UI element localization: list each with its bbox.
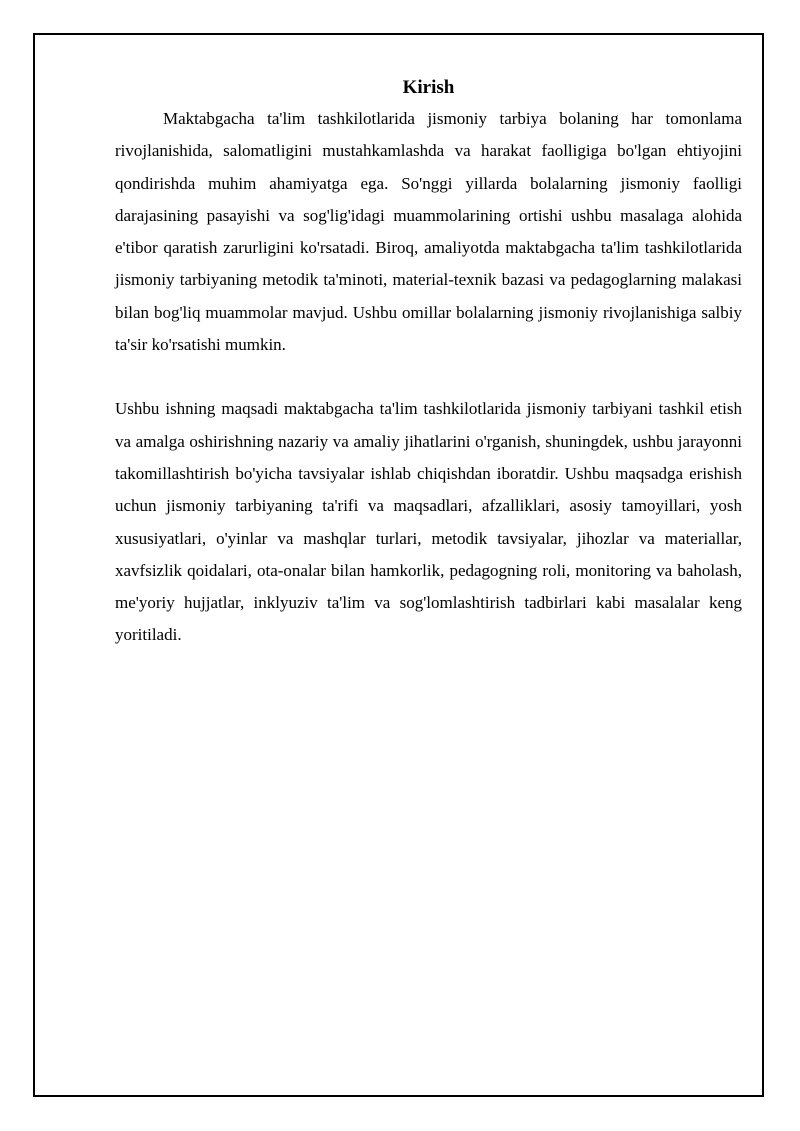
- purpose-paragraph: Ushbu ishning maqsadi maktabgacha ta'lim tashkilotlarida jismoniy tarbiyani tashkil etish va amalga oshirishning nazariy va amaliy jihatlarini o'rganish, shuningdek, ushbu jarayonni takomillashtirish bo'yicha tavsiyalar ishlab chiqishdan iboratdir. Ushbu maqsadga erishish uchun jismoniy tarbiyaning ta'rifi va maqsadlari, afzalliklari, asosiy tamoyillari, yosh xususiyatlari, o'yinlar va mashqlar turlari, metodik tavsiyalar, jihozlar va materiallar, xavfsizlik qoidalari, ota-onalar bilan hamkorlik, pedagogning roli, monitoring va baholash, me'yoriy hujjatlar, inklyuziv ta'lim va sog'lomlashtirish tadbirlari kabi masalalar keng yoritiladi.: [115, 399, 742, 645]
- document-body: [115, 73, 742, 652]
- intro-paragraph: Maktabgacha ta'lim tashkilotlarida jismoniy tarbiya bolaning har tomonlama rivojlanishida, salomatligini mustahkamlashda va harakat faolligiga bo'lgan ehtiyojini qondirishda muhim ahamiyatga ega. So'nggi yillarda bolalarning jismoniy faolligi darajasining pasayishi va sog'lig'idagi muammolarining ortishi ushbu masalaga alohida e'tibor qaratish zarurligini ko'rsatadi. Biroq, amaliyotda maktabgacha ta'lim tashkilotlarida jismoniy tarbiyaning metodik ta'minoti, material-texnik bazasi va pedagoglarning malakasi bilan bog'liq muammolar mavjud. Ushbu omillar bolalarning jismoniy rivojlanishiga salbiy ta'sir ko'rsatishi mumkin.: [115, 109, 742, 355]
- paragraph-spacer: [115, 361, 742, 393]
- section-title: Kirish: [402, 77, 455, 98]
